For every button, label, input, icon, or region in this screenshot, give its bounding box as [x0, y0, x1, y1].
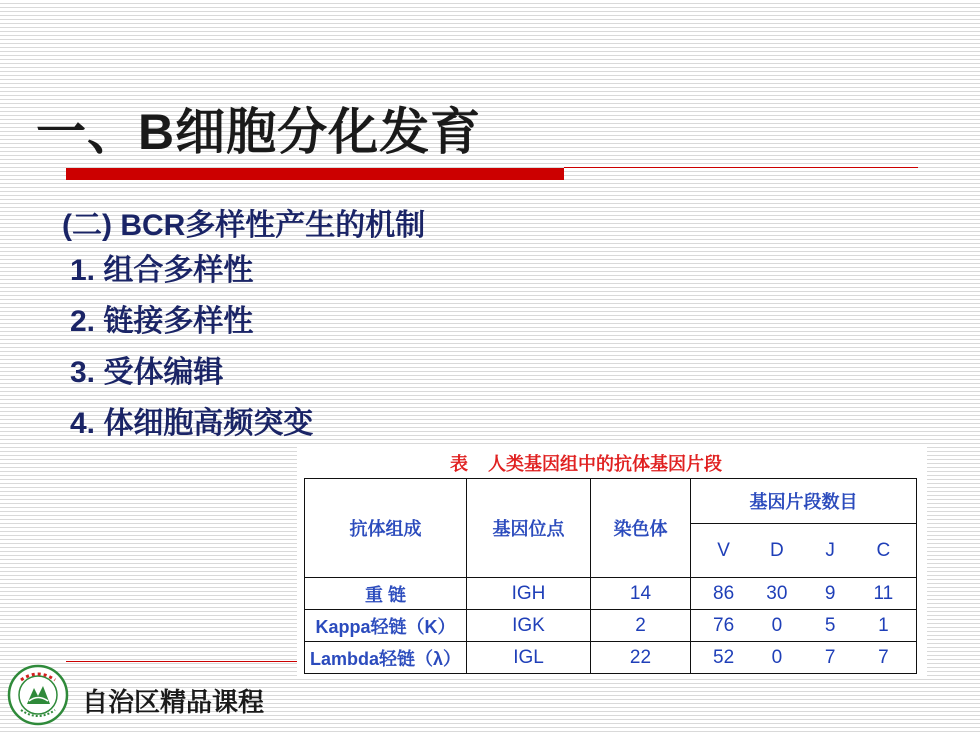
header-locus: 基因位点 — [467, 479, 591, 578]
count-c: 11 — [873, 582, 894, 604]
list-item: 1. 组合多样性 — [70, 254, 254, 287]
footer-divider-line — [66, 661, 297, 662]
count-j: 5 — [824, 614, 836, 636]
header-chromosome: 染色体 — [591, 479, 691, 578]
count-j: 7 — [824, 646, 836, 668]
header-antibody: 抗体组成 — [305, 479, 467, 578]
header-v: V — [717, 539, 730, 561]
row-counts — [691, 642, 917, 674]
university-seal-icon — [7, 664, 69, 726]
course-label: 自治区精品课程 — [82, 687, 265, 717]
row-chromosome: 2 — [591, 610, 691, 642]
mechanism-list — [70, 250, 313, 454]
row-chromosome: 14 — [591, 578, 691, 610]
row-locus: IGL — [467, 642, 591, 674]
count-c: 7 — [878, 646, 889, 668]
row-name: Lambda轻链（λ） — [305, 642, 467, 674]
slide-title: 一、B细胞分化发育 — [36, 104, 482, 160]
header-segment-count: 基因片段数目 — [691, 479, 917, 524]
table-caption: 表 人类基因组中的抗体基因片段 — [450, 454, 723, 474]
gene-segment-table — [304, 478, 917, 674]
count-d: 30 — [766, 582, 788, 604]
row-locus: IGK — [467, 610, 591, 642]
title-divider-line — [564, 167, 918, 168]
header-vdjc — [691, 524, 917, 578]
gene-segment-table-panel — [297, 444, 927, 676]
count-c: 1 — [878, 614, 889, 636]
row-chromosome: 22 — [591, 642, 691, 674]
header-c: C — [876, 539, 891, 561]
table-row — [305, 610, 917, 642]
list-item: 4. 体细胞高频突变 — [70, 407, 314, 440]
row-name: 重 链 — [305, 578, 467, 610]
row-counts — [691, 610, 917, 642]
list-item: 2. 链接多样性 — [70, 305, 254, 338]
count-d: 0 — [771, 646, 783, 668]
count-v: 76 — [713, 614, 735, 636]
table-row — [305, 578, 917, 610]
row-counts — [691, 578, 917, 610]
header-j: J — [825, 539, 835, 561]
count-v: 86 — [713, 582, 735, 604]
row-locus: IGH — [467, 578, 591, 610]
row-name: Kappa轻链（K） — [305, 610, 467, 642]
list-item: 3. 受体编辑 — [70, 356, 224, 389]
header-d: D — [770, 539, 784, 561]
count-j: 9 — [824, 582, 836, 604]
table-row — [305, 642, 917, 674]
count-d: 0 — [771, 614, 783, 636]
section-subtitle: (二) BCR多样性产生的机制 — [62, 209, 426, 242]
count-v: 52 — [713, 646, 735, 668]
title-accent-bar — [66, 168, 564, 180]
